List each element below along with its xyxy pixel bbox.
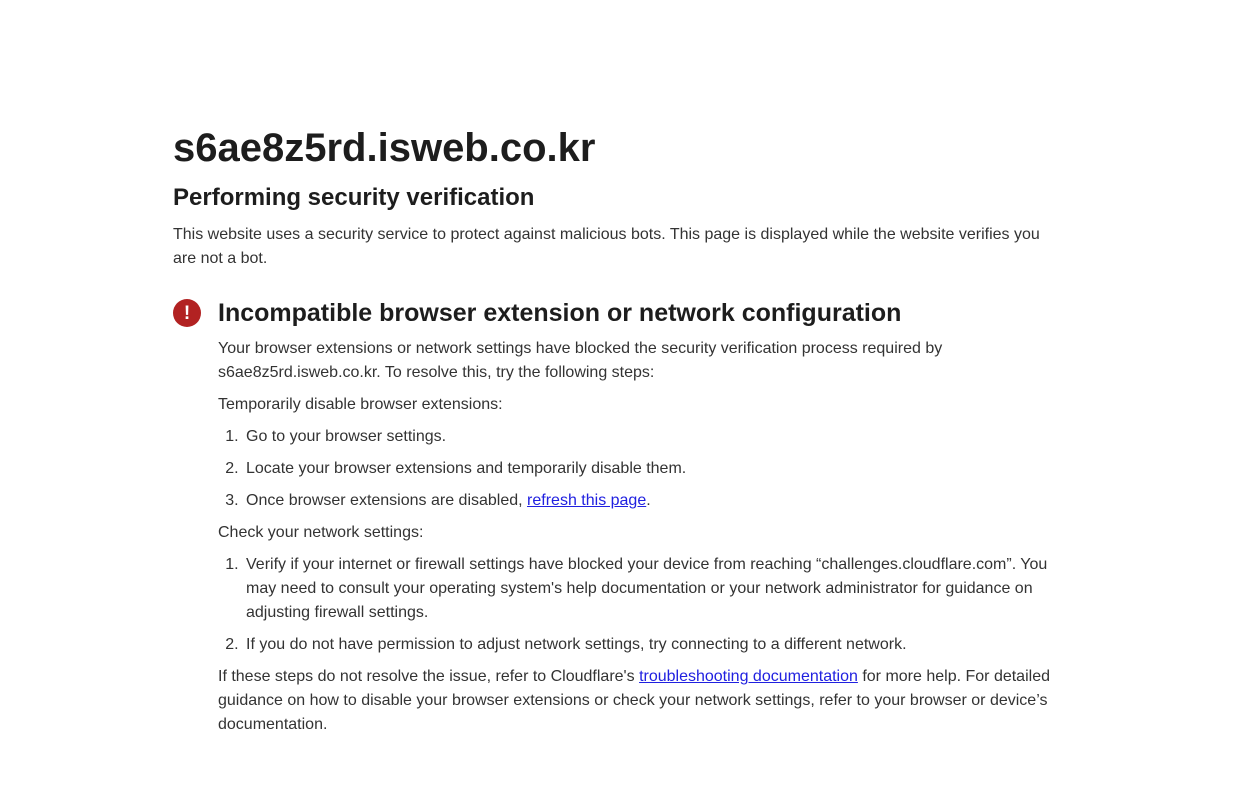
list-item: 1. Verify if your internet or firewall settings have blocked your device from reaching “challenges.cloudflare.com”. You may need to consult your operating system's help documentation or your network administrator for guidance on adjusting firewall settings. bbox=[243, 553, 1067, 625]
list-item: 2. If you do not have permission to adjust network settings, try connecting to a different network. bbox=[243, 633, 1067, 657]
list-item: 2. Locate your browser extensions and temporarily disable them. bbox=[243, 457, 1067, 481]
closing-text: for more help. For detailed guidance on how to disable your browser extensions or check your network settings, refer to your browser or device’s documentation. bbox=[218, 668, 1050, 734]
alert-icon bbox=[173, 299, 201, 327]
error-description: Your browser extensions or network settings have blocked the security verification process required by s6ae8z5rd.isweb.co.kr. To resolve this, try the following steps: bbox=[218, 340, 943, 382]
network-steps-list bbox=[218, 553, 1067, 657]
intro-text: This website uses a security service to protect against malicious bots. This page is displayed while the website verifies you are not a bot. bbox=[173, 225, 1040, 267]
extensions-label: Temporarily disable browser extensions: bbox=[218, 396, 503, 414]
security-verification-page bbox=[173, 0, 1067, 737]
list-item-text: Once browser extensions are disabled, bbox=[246, 492, 528, 510]
extensions-steps-list bbox=[218, 425, 1067, 513]
page-title: s6ae8z5rd.isweb.co.kr bbox=[173, 126, 596, 170]
list-item-text: . bbox=[646, 492, 651, 510]
refresh-page-link[interactable]: refresh this page bbox=[527, 492, 647, 510]
closing-text: If these steps do not resolve the issue, refer to Cloudflare's bbox=[218, 668, 640, 686]
troubleshooting-documentation-link[interactable]: troubleshooting documentation bbox=[639, 668, 858, 686]
error-section-header bbox=[173, 298, 1067, 329]
list-item: 1. Go to your browser settings. bbox=[243, 425, 1067, 449]
page-subtitle: Performing security verification bbox=[173, 184, 535, 211]
error-section-body bbox=[218, 337, 1067, 737]
network-label: Check your network settings: bbox=[218, 524, 424, 542]
closing-help-text bbox=[218, 665, 1067, 737]
list-item bbox=[243, 489, 1067, 513]
error-section bbox=[173, 298, 1067, 737]
error-heading: Incompatible browser extension or network configuration bbox=[218, 298, 902, 327]
alert-icon-glyph: ! bbox=[183, 302, 191, 324]
